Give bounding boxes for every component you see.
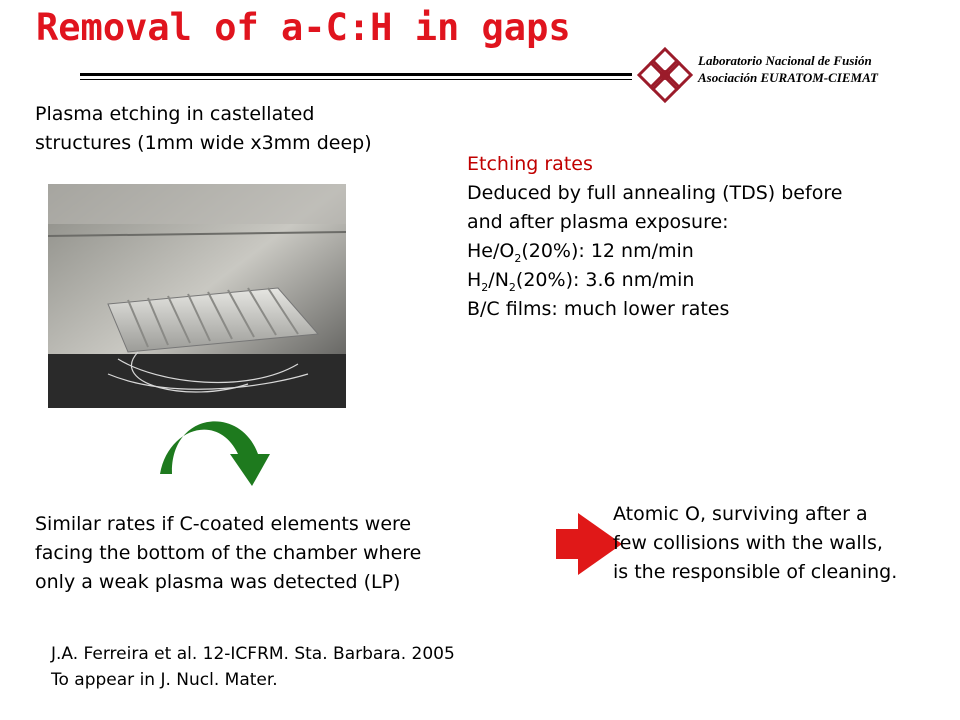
- title-rule: [80, 73, 632, 76]
- reference: [51, 641, 455, 693]
- etching-rates: [467, 150, 842, 324]
- atomic-o-text: [613, 500, 897, 587]
- reference-line-1: J.A. Ferreira et al. 12-ICFRM. Sta. Barbara. 2005: [51, 644, 455, 664]
- reference-line-2: To appear in J. Nucl. Mater.: [51, 670, 278, 690]
- atomic-line-3: is the responsible of cleaning.: [613, 561, 898, 583]
- heo2-rate: $He/O_2(20\%)$: 12 nm/min: [467, 240, 694, 265]
- atomic-line-2: few collisions with the walls,: [613, 532, 883, 554]
- h2n2-rate: $H_2/N_2(20\%)$: 3.6 nm/min: [467, 269, 695, 294]
- etch-line-2: and after plasma exposure:: [467, 211, 729, 233]
- similar-line-2: facing the bottom of the chamber where: [35, 542, 422, 564]
- similar-line-1: Similar rates if C-coated elements were: [35, 513, 412, 535]
- intro-text: [35, 100, 372, 158]
- title-rule-thin: [80, 79, 632, 80]
- etching-rates-heading: Etching rates: [467, 153, 593, 175]
- lab-line-1: Laboratorio Nacional de Fusión: [698, 53, 872, 68]
- etch-line-1: Deduced by full annealing (TDS) before: [467, 182, 843, 204]
- ciemat-logo-icon: [636, 46, 694, 104]
- lab-name: [698, 52, 878, 86]
- similar-line-3: only a weak plasma was detected (LP): [35, 571, 401, 593]
- intro-line-1: Plasma etching in castellated: [35, 103, 315, 125]
- curved-arrow-icon: [158, 418, 270, 492]
- atomic-line-1: Atomic O, surviving after a: [613, 503, 868, 525]
- similar-rates-text: [35, 510, 421, 597]
- lab-line-2: Asociación EURATOM-CIEMAT: [698, 70, 878, 85]
- intro-line-2: structures (1mm wide x3mm deep): [35, 132, 372, 154]
- bc-rate: B/C films: much lower rates: [467, 298, 730, 320]
- chamber-photo: [48, 184, 346, 408]
- slide-title: Removal of a-C:H in gaps: [36, 6, 571, 49]
